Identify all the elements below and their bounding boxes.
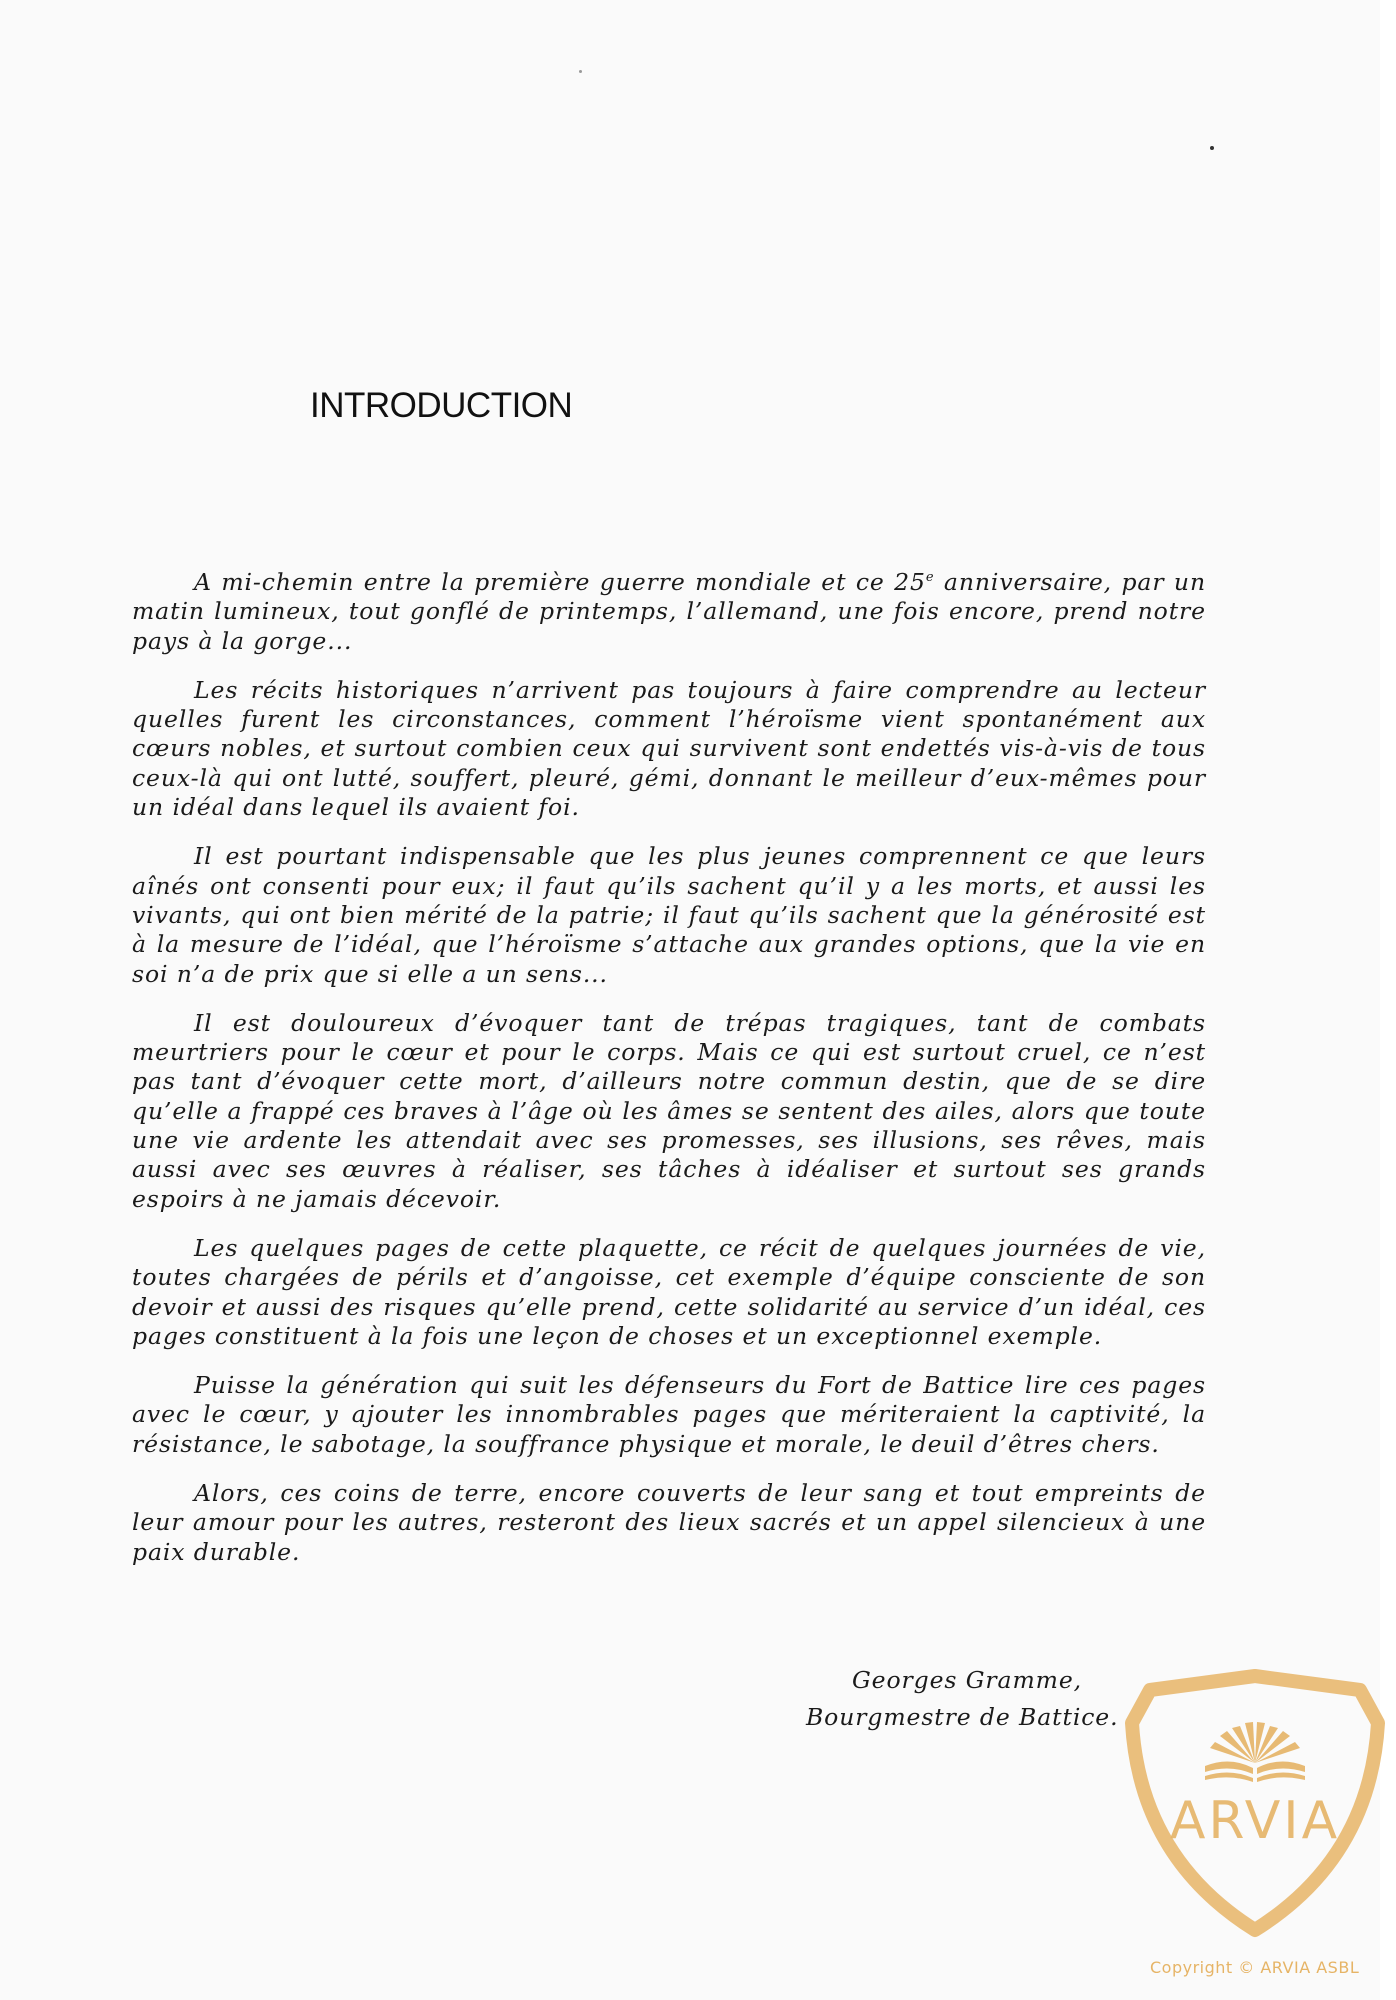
copyright-notice: Copyright © ARVIA ASBL: [1150, 1958, 1360, 1977]
paragraph: Il est pourtant indispensable que les plus jeunes comprennent ce que leurs aînés ont consenti pour eux; il faut qu’ils sachent qu’il y a les morts, et aussi les vivants, qui ont bien mérité de la patrie; il faut qu’ils sachent que la générosité est à la mesure de l’idéal, que l’héroïsme s’attache aux grandes options, que la vie en soi n’a de prix que si elle a un sens...: [132, 842, 1206, 988]
paragraph: Les quelques pages de cette plaquette, ce récit de quelques journées de vie, toutes chargées de périls et d’angoisse, cet exemple d’équipe consciente de son devoir et aussi des risques qu’elle prend, cette solidarité au service d’un idéal, ces pages constituent à la fois une leçon de choses et un exceptionnel exemple.: [132, 1233, 1206, 1350]
signature-block: [806, 1662, 1118, 1736]
paragraph: Alors, ces coins de terre, encore couverts de leur sang et tout empreints de leur amour pour les autres, resteront des lieux sacrés et un appel silencieux à une paix durable.: [132, 1479, 1206, 1566]
introduction-body: [132, 568, 1206, 1587]
arvia-logo: [1120, 1668, 1390, 1943]
paragraph: A mi-chemin entre la première guerre mondiale et ce 25e anniversaire, par un matin lumineux, tout gonflé de printemps, l’allemand, une fois encore, prend notre pays à la gorge...: [132, 568, 1206, 655]
signatory-role: Bourgmestre de Battice.: [806, 1703, 1119, 1731]
dust-speck: [579, 70, 582, 73]
signatory-name: Georges Gramme,: [852, 1666, 1083, 1694]
paragraph: Les récits historiques n’arrivent pas toujours à faire comprendre au lecteur quelles furent les circonstances, comment l’héroïsme vient spontanément aux cœurs nobles, et surtout combien ceux qui survivent sont endettés vis-à-vis de tous ceux-là qui ont lutté, souffert, pleuré, gémi, donnant le meilleur d’eux-mêmes pour un idéal dans lequel ils avaient foi.: [132, 675, 1206, 822]
dust-speck: [1210, 146, 1214, 150]
open-book-sunburst-icon: [1205, 1722, 1305, 1782]
paragraph: Puisse la génération qui suit les défenseurs du Fort de Battice lire ces pages avec le cœur, y ajouter les innombrables pages que mériteraient la captivité, la résistance, le sabotage, la souffrance physique et morale, le deuil d’êtres chers.: [132, 1371, 1206, 1458]
logo-text: ARVIA: [1169, 1791, 1341, 1851]
paragraph: Il est douloureux d’évoquer tant de trépas tragiques, tant de combats meurtriers pour le cœur et pour le corps. Mais ce qui est surtout cruel, ce n’est pas tant d’évoquer cette mort, d’ailleurs notre commun destin, que de se dire qu’elle a frappé ces braves à l’âge où les âmes se sentent des ailes, alors que toute une vie ardente les attendait avec ses promesses, ses illusions, ses rêves, mais aussi avec ses œuvres à réaliser, ses tâches à idéaliser et surtout ses grands espoirs à ne jamais décevoir.: [132, 1008, 1206, 1213]
page-title: INTRODUCTION: [310, 386, 573, 425]
